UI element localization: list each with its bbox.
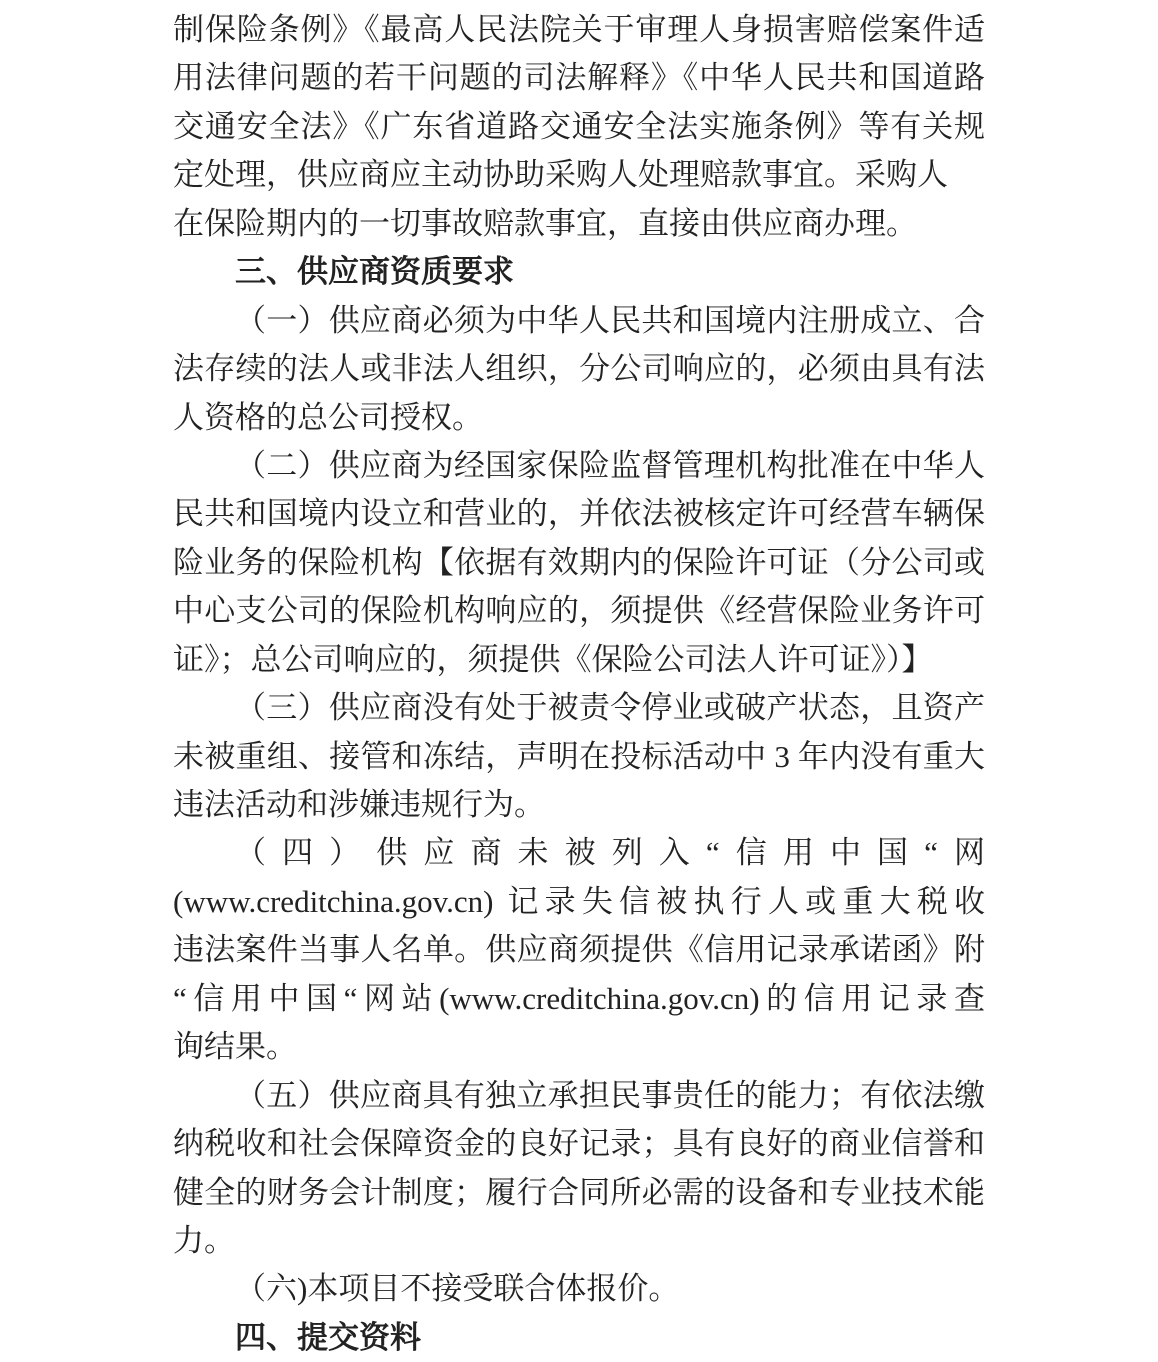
text-line: 交通安全法》《广东省道路交通安全法实施条例》等有关规: [173, 108, 985, 144]
text-line: （一）供应商必须为中华人民共和国境内注册成立、合: [235, 302, 985, 338]
text-line: 违法活动和涉嫌违规行为。: [173, 787, 545, 822]
text-line: (www.creditchina.gov.cn) 记录失信被执行人或重大税收: [173, 883, 985, 919]
text-line: （六)本项目不接受联合体报价。: [235, 1271, 680, 1307]
text-line: 力。: [173, 1222, 235, 1258]
text-line: 用法律问题的若干问题的司法解释》《中华人民共和国道路: [173, 60, 985, 96]
text-line: 民共和国境内设立和营业的，并依法被核定许可经营车辆保: [173, 496, 985, 532]
text-line: 未被重组、接管和冻结，声明在投标活动中 3 年内没有重大: [173, 738, 985, 774]
section-heading: 三、供应商资质要求: [235, 254, 514, 290]
text-line: 制保险条例》《最高人民法院关于审理人身损害赔偿案件适: [173, 12, 985, 47]
text-line: 纳税收和社会保障资金的良好记录；具有良好的商业信誉和: [173, 1126, 985, 1162]
text-line: “信用中国“网站(www.creditchina.gov.cn)的信用记录查: [173, 980, 985, 1016]
text-line: 证》；总公司响应的，须提供《保险公司法人许可证》）】: [173, 641, 933, 677]
text-line: 询结果。: [173, 1029, 297, 1065]
text-line: 人资格的总公司授权。: [173, 399, 483, 435]
text-line: 在保险期内的一切事故赔款事宜，直接由供应商办理。: [173, 205, 917, 241]
text-line: （三）供应商没有处于被责令停业或破产状态，且资产: [235, 690, 985, 726]
document-text-block: [173, 6, 985, 1362]
text-line: （五）供应商具有独立承担民事贵任的能力；有依法缴: [235, 1077, 985, 1113]
text-line: 险业务的保险机构【依据有效期内的保险许可证（分公司或: [173, 544, 985, 580]
text-line: 违法案件当事人名单。供应商须提供《信用记录承诺函》附: [173, 932, 985, 968]
text-line: （四）供应商未被列入“信用中国“网: [235, 835, 985, 871]
text-line: 健全的财务会计制度；履行合同所必需的设备和专业技术能: [173, 1174, 985, 1210]
text-line: 法存续的法人或非法人组织，分公司响应的，必须由具有法: [173, 351, 985, 387]
text-line: 定处理，供应商应主动协助采购人处理赔款事宜。采购人: [173, 157, 948, 193]
text-line: 中心支公司的保险机构响应的，须提供《经营保险业务许可: [173, 593, 985, 629]
section-heading: 四、提交资料: [235, 1319, 421, 1355]
text-line: （二）供应商为经国家保险监督管理机构批准在中华人: [235, 447, 985, 483]
